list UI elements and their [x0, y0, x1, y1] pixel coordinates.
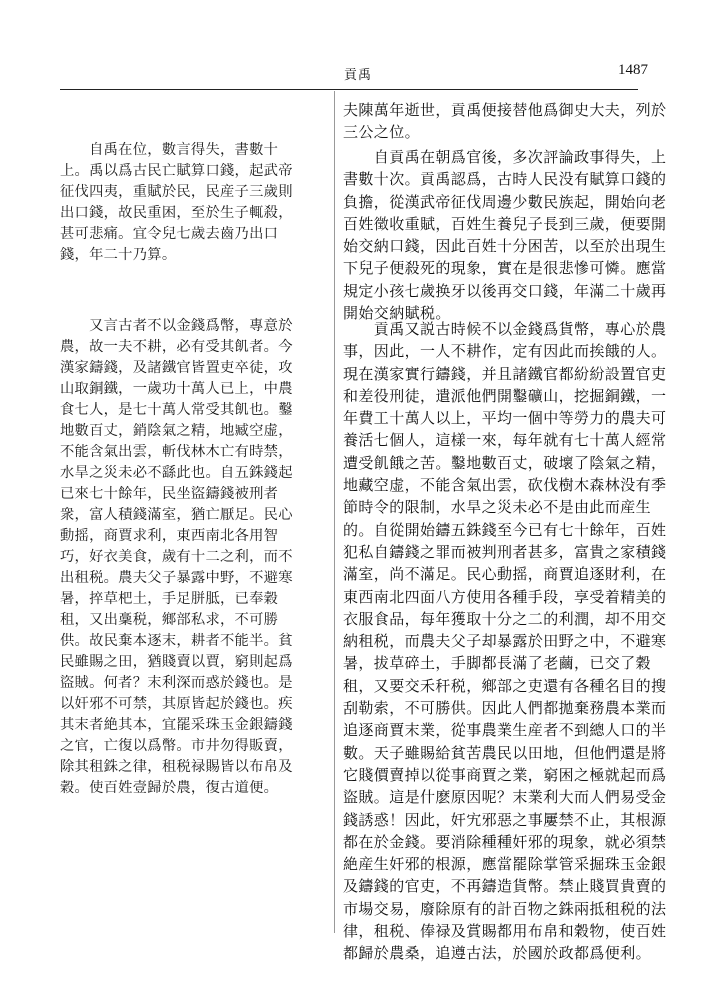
text-line: 都歸於農桑，追遵古法，於國於政都爲便利。	[343, 944, 652, 963]
text-line: 不能含氣出雲，斬伐林木亡有時禁，	[60, 444, 293, 460]
text-line: 又言古者不以金錢爲幣，專意於	[60, 318, 293, 334]
running-title: 貢禹	[343, 68, 372, 83]
translation-paragraph-1	[343, 99, 667, 144]
text-line: 農，故一夫不耕，必有受其飢者。今	[60, 339, 293, 355]
text-line: 事，因此，一人不耕作，定有因此而挨餓的人。	[343, 342, 667, 361]
text-line: 衣服食品，每年獲取十分之二的利潤，却不用交	[343, 609, 667, 628]
text-line: 民雖賜之田，猶賤賣以賈，窮則起爲	[60, 654, 293, 670]
text-line: 負擔，從漢武帝征伐周邊少數民族起，開始向老	[343, 192, 667, 211]
text-line: 征伐四夷，重賦於民，民産子三歲則	[60, 184, 293, 200]
text-line: 它賤價賣掉以從事商賈之業，窮困之極就起而爲	[343, 765, 667, 784]
text-line: 地藏空虚，不能含氣出雲，砍伐樹木森林没有季	[343, 476, 667, 495]
text-line: 書數十次。貢禹認爲，古時人民没有賦算口錢的	[343, 170, 667, 189]
text-line: 地數百丈，銷陰氣之精，地臧空虚，	[60, 423, 293, 439]
text-line: 養活七個人，這樣一來，每年就有七十萬人經常	[343, 431, 667, 450]
text-line: 刮勒索，不可勝供。因此人們都拋棄務農本業而	[343, 699, 667, 718]
text-line: 百姓徵收重賦，百姓生養兒子長到三歲，便要開	[343, 214, 667, 233]
text-line: 追逐商賈末業，從事農業生産者不到總人口的半	[343, 721, 667, 740]
text-line: 絶産生奸邪的根源，應當罷除掌管采掘珠玉金銀	[343, 855, 667, 874]
text-line: 年費工十萬人以上，平均一個中等勞力的農夫可	[343, 409, 667, 428]
text-line: 始交納口錢，因此百姓十分困苦，以至於出現生	[343, 237, 667, 256]
text-line: 市場交易，廢除原有的計百物之銖兩抵租税的法	[343, 899, 667, 918]
header-rule	[60, 89, 638, 90]
text-line: 暑，拔草碎土，手脚都長滿了老繭，已交了穀	[343, 654, 652, 673]
text-line: 動摇，商賈求利，東西南北各用智	[60, 528, 279, 544]
text-line: 夫陳萬年逝世，貢禹便接替他爲御史大夫，列於	[343, 101, 667, 119]
translation-paragraph-2	[343, 146, 667, 324]
text-line: 及鑄錢的官吏，不再鑄造貨幣。禁止賤買貴賣的	[343, 877, 667, 896]
translation-paragraph-3	[343, 318, 667, 965]
text-line: 山取銅鐵，一歲功十萬人已上，中農	[60, 381, 293, 397]
original-text-paragraph-2	[60, 316, 326, 799]
text-line: 水旱之災未必不繇此也。自五銖錢起	[60, 465, 293, 481]
text-line: 律，租税、俸禄及賞賜都用布帛和穀物，使百姓	[343, 922, 667, 941]
text-line: 租，又要交禾秆税，鄉部之吏還有各種名目的搜	[343, 676, 667, 695]
page-number: 1487	[618, 62, 648, 78]
text-line: 食七人，是七十萬人常受其飢也。鑿	[60, 402, 293, 418]
text-line: 漢家鑄錢，及諸鐵官皆置吏卒徒，攻	[60, 360, 293, 376]
text-line: 之官，亡復以爲幣。市井勿得販賣，	[60, 738, 293, 754]
text-line: 三公之位。	[343, 123, 421, 142]
text-line: 出口錢，故民重困，至於生子輒殺，	[60, 205, 293, 221]
text-line: 錢，年二十乃算。	[60, 247, 177, 263]
text-line: 規定小孩七歲换牙以後再交口錢，年滿二十歲再	[343, 281, 667, 300]
text-line: 貢禹又説古時候不以金錢爲貨幣，專心於農	[343, 320, 667, 338]
text-line: 納租税，而農夫父子却暴露於田野之中，不避寒	[343, 632, 667, 651]
text-line: 都在於金錢。要消除種種奸邪的現象，就必須禁	[343, 832, 667, 851]
text-line: 甚可悲痛。宜令兒七歲去齒乃出口	[60, 226, 279, 242]
original-text-paragraph-1	[60, 140, 326, 266]
text-line: 穀。使百姓壹歸於農，復古道便。	[60, 780, 279, 796]
text-line: 其末者絶其本，宜罷采珠玉金銀鑄錢	[60, 717, 293, 733]
text-line: 上。禹以爲古民亡賦算口錢，起武帝	[60, 163, 293, 179]
text-line: 以奸邪不可禁，其原皆起於錢也。疾	[60, 696, 293, 712]
text-line: 衆，富人積錢滿室，猶亡厭足。民心	[60, 507, 293, 523]
text-line: 犯私自鑄錢之罪而被判刑者甚多，富貴之家積錢	[343, 542, 667, 561]
text-line: 供。故民棄本逐末，耕者不能半。貧	[60, 633, 293, 649]
text-line: 的。自從開始鑄五銖錢至今已有七十餘年，百姓	[343, 520, 667, 539]
column-divider	[334, 91, 335, 933]
text-line: 現在漢家實行鑄錢，并且諸鐵官都紛紛設置官吏	[343, 364, 667, 383]
text-line: 錢誘惑！因此，奸宄邪惡之事屢禁不止，其根源	[343, 810, 667, 829]
text-line: 滿室，尚不滿足。民心動摇，商賈追逐財利，在	[343, 565, 667, 584]
text-line: 東西南北四面八方使用各種手段，享受着精美的	[343, 587, 667, 606]
text-line: 和差役刑徒，遣派他們開鑿礦山，挖掘銅鐵，一	[343, 386, 667, 405]
text-line: 遭受飢餓之苦。鑿地數百丈，破壞了陰氣之精，	[343, 453, 667, 472]
text-line: 自貢禹在朝爲官後，多次評論政事得失，上	[343, 148, 667, 166]
text-line: 節時令的限制，水旱之災未必不是由此而産生	[343, 498, 652, 517]
text-line: 盜賊。何者？末利深而惑於錢也。是	[60, 675, 293, 691]
text-line: 巧，好衣美食，歲有十二之利，而不	[60, 549, 293, 565]
text-line: 已來七十餘年，民坐盜鑄錢被刑者	[60, 486, 279, 502]
text-line: 自禹在位，數言得失，書數十	[60, 142, 279, 158]
text-line: 下兒子便殺死的現象，實在是很悲慘可憐。應當	[343, 259, 667, 278]
text-line: 除其租銖之律，租税禄賜皆以布帛及	[60, 759, 293, 775]
text-line: 租，又出稾税，鄉部私求，不可勝	[60, 612, 279, 628]
text-line: 出租税。農夫父子暴露中野，不避寒	[60, 570, 293, 586]
text-line: 盜賊。這是什麽原因呢？末業利大而人們易受金	[343, 788, 667, 807]
text-line: 數。天子雖賜給貧苦農民以田地，但他們還是將	[343, 743, 667, 762]
text-line: 暑，捽草杷土，手足胼胝，已奉穀	[60, 591, 279, 607]
text-line: 開始交納賦税。	[343, 304, 451, 323]
